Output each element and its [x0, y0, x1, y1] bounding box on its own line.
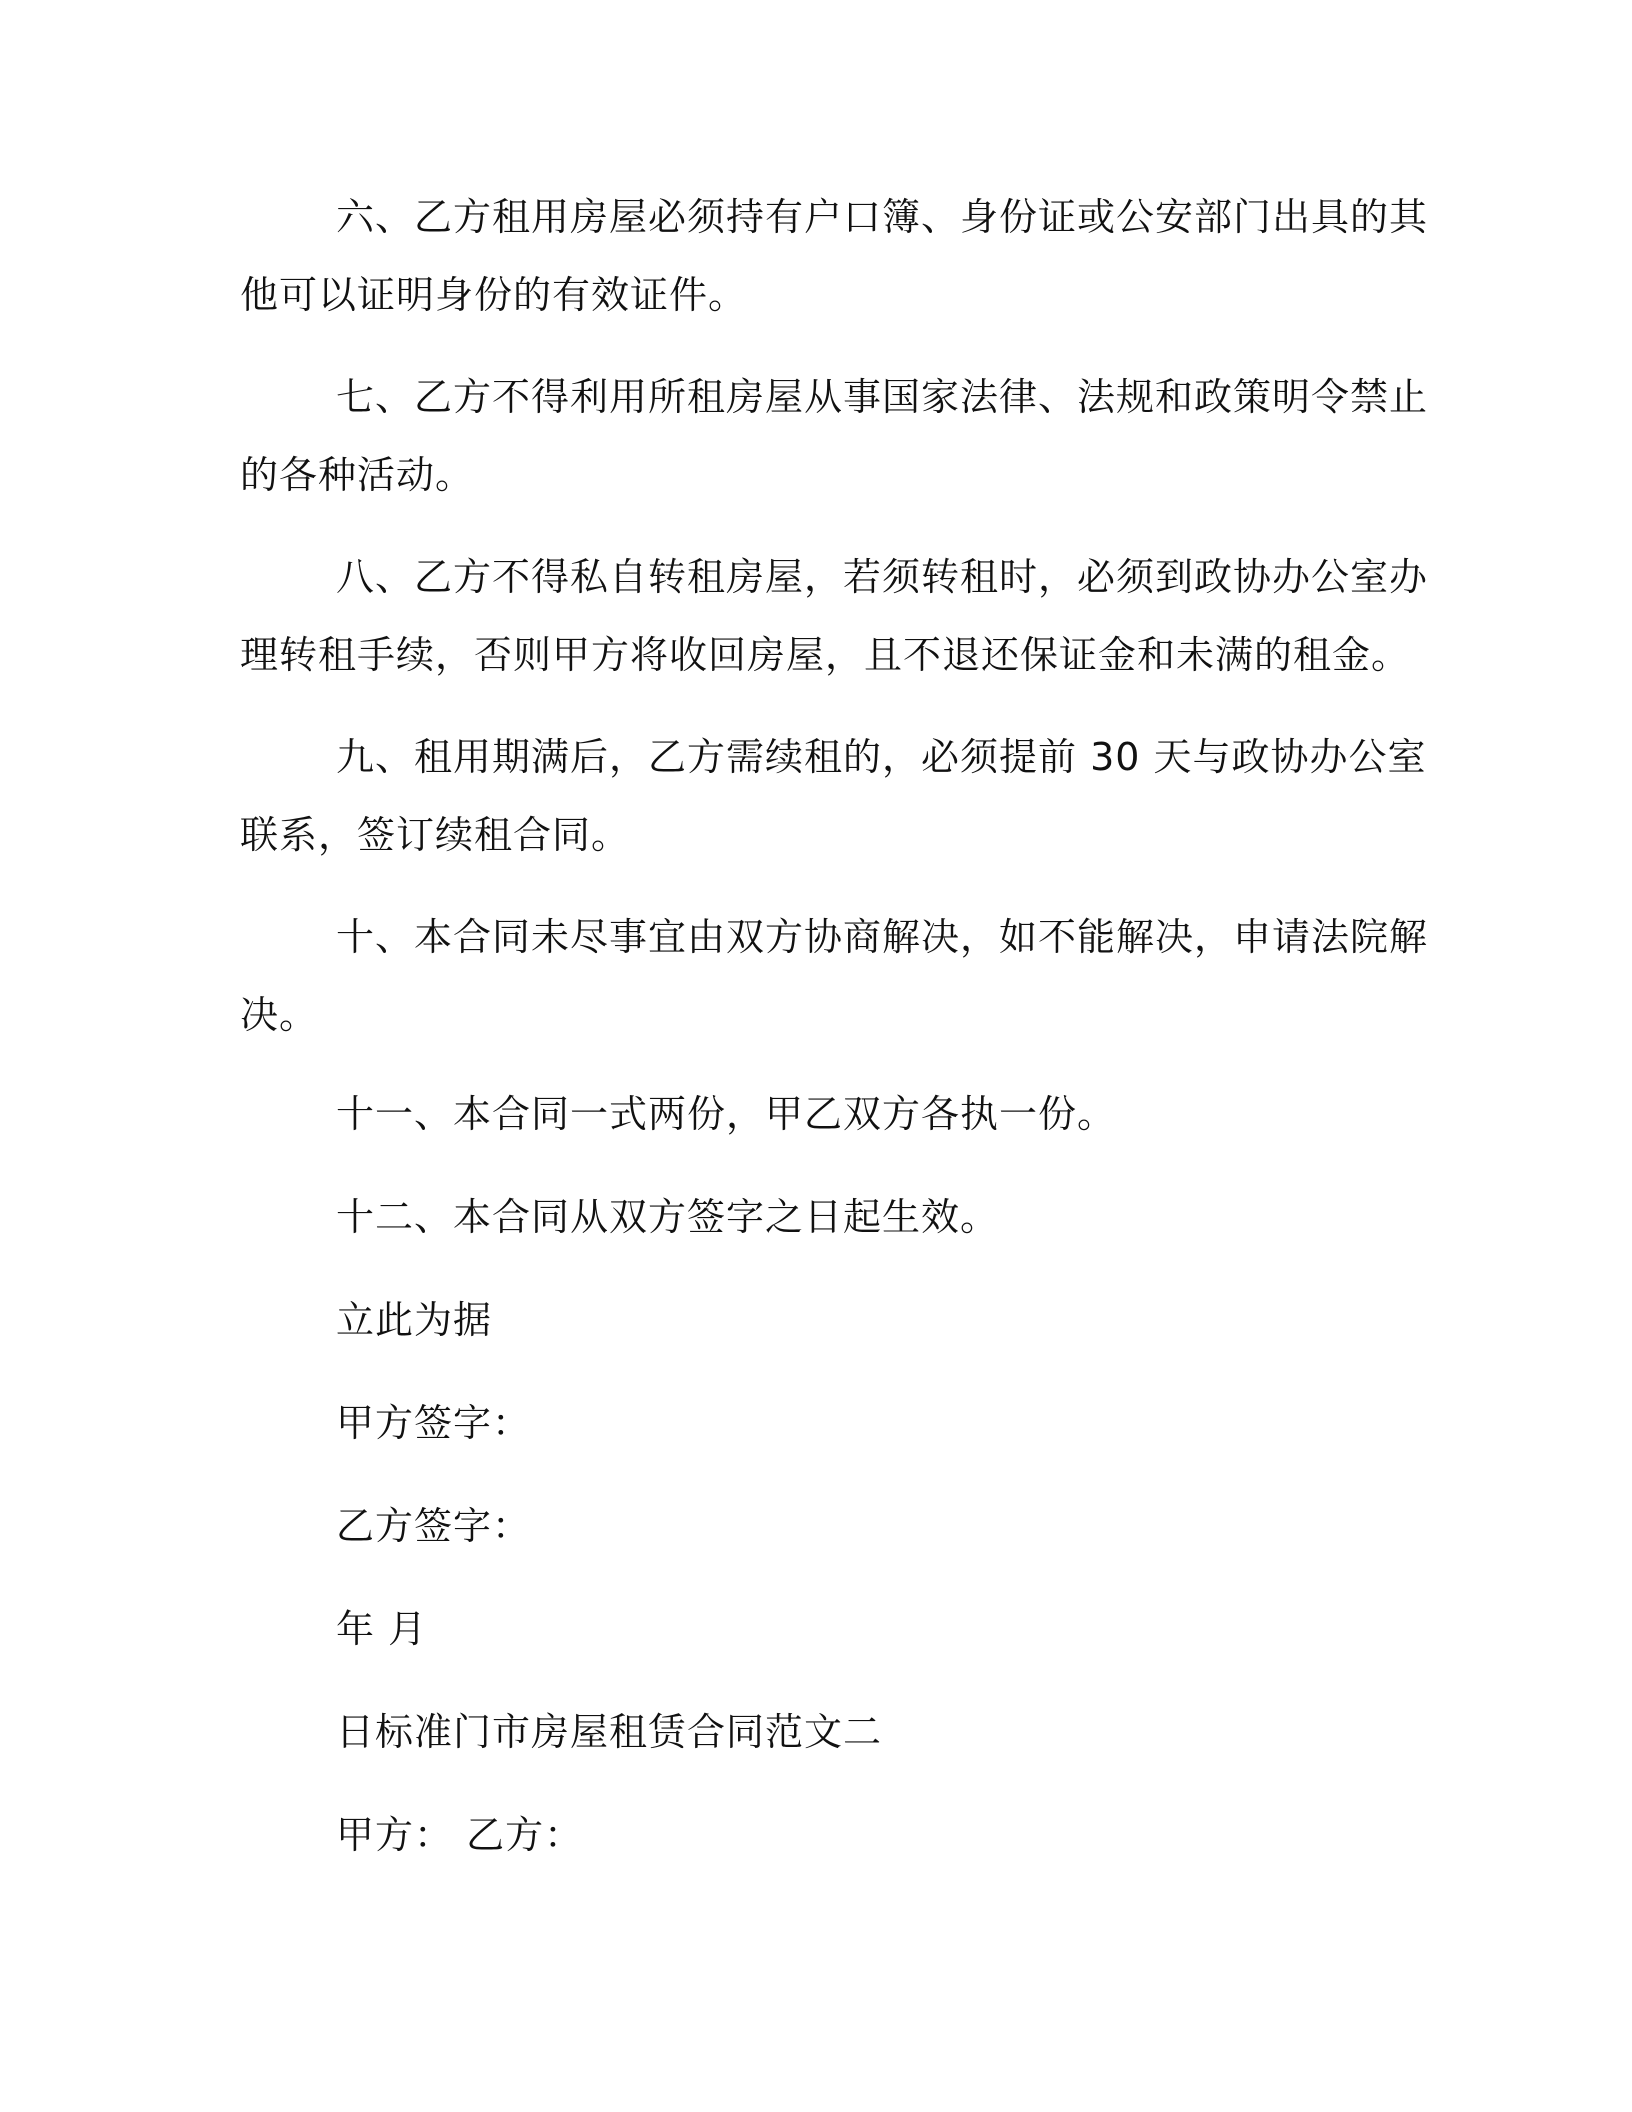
clause-6: [240, 178, 1429, 334]
clause-12: 十二、本合同从双方签字之日起生效。: [336, 1195, 1000, 1239]
witness-line: 立此为据: [336, 1298, 493, 1342]
clause-11: 十一、本合同一式两份，甲乙双方各执一份。: [336, 1092, 1117, 1136]
party-a-signature-line: 甲方签字：: [336, 1401, 532, 1445]
clause-10: [240, 898, 1429, 1054]
clause-10-line-1: 十、本合同未尽事宜由双方协商解决，如不能解决，申请法院解: [336, 915, 1429, 959]
date-line: 年 月: [336, 1607, 428, 1651]
clause-9-line-2: 联系，签订续租合同。: [240, 813, 631, 857]
clause-7: [240, 358, 1429, 514]
clause-9: [240, 718, 1427, 874]
clause-8-line-1: 八、乙方不得私自转租房屋，若须转租时，必须到政协办公室办: [336, 555, 1429, 599]
clause-7-line-2: 的各种活动。: [240, 453, 475, 497]
clause-8-line-2: 理转租手续，否则甲方将收回房屋，且不退还保证金和未满的租金。: [240, 633, 1411, 677]
parties-line: 甲方： 乙方：: [336, 1813, 584, 1857]
clause-8: [240, 538, 1429, 694]
clause-9-line-1: 九、租用期满后，乙方需续租的，必须提前 30 天与政协办公室: [336, 735, 1427, 779]
clause-6-line-1: 六、乙方租用房屋必须持有户口簿、身份证或公安部门出具的其: [336, 195, 1429, 239]
clause-6-line-2: 他可以证明身份的有效证件。: [240, 273, 748, 317]
clause-10-line-2: 决。: [240, 993, 319, 1037]
clause-7-line-1: 七、乙方不得利用所租房屋从事国家法律、法规和政策明令禁止: [336, 375, 1429, 419]
party-b-signature-line: 乙方签字：: [336, 1504, 532, 1548]
next-document-title: 日标准门市房屋租赁合同范文二: [336, 1710, 883, 1754]
